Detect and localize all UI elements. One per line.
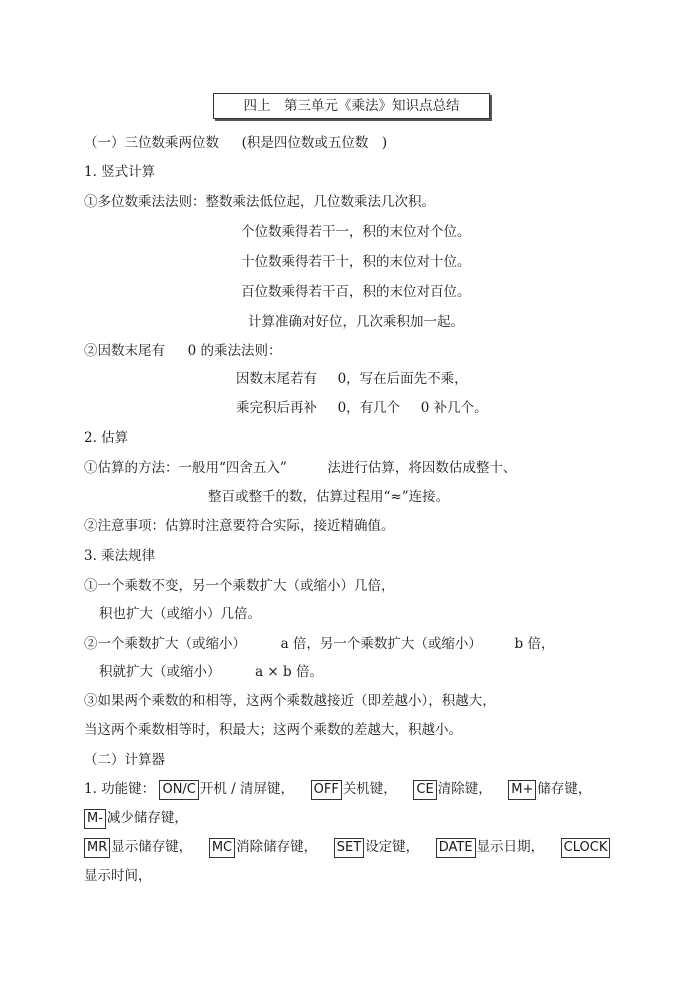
trailing-zero-line-1 xyxy=(236,369,468,389)
estimation-method xyxy=(84,458,516,478)
function-keys-line-4: 显示时间， xyxy=(84,868,152,884)
rule-line-4: 计算准确对好位，几次乘积加一起。 xyxy=(248,314,464,330)
section-1-heading xyxy=(84,133,387,153)
key-on-c-desc: 开机 / 清屏键， xyxy=(199,781,295,797)
law-3-line-2: 当这两个乘数相等时，积最大；这两个乘数的差越大，积越小。 xyxy=(84,722,462,738)
rule-trailing-zero xyxy=(84,341,281,361)
section-2-heading: （二）计算器 xyxy=(84,752,165,768)
key-set-desc: 设定键， xyxy=(365,839,420,855)
law-2-line-2-a: 积就扩大（或缩小） xyxy=(99,664,221,680)
trailing-zero-line-2 xyxy=(236,398,488,418)
law-3: ③如果两个乘数的和相等，这两个乘数越接近（即差越小），积越大， xyxy=(84,693,496,709)
law-1-line-2: 积也扩大（或缩小）几倍。 xyxy=(99,606,261,622)
trailing-zero-line-2-b: 0，有几个 xyxy=(337,400,401,416)
function-keys-intro: 1. 功能键： xyxy=(84,781,156,797)
key-mr: MR xyxy=(84,838,110,858)
rule-trailing-zero-b: 0 的乘法法则： xyxy=(187,343,282,359)
key-mc: MC xyxy=(209,838,235,858)
key-date: DATE xyxy=(436,838,476,858)
section-1-heading-note: (积是四位数或五位数 ) xyxy=(241,135,388,151)
trailing-zero-line-2-a: 乘完积后再补 xyxy=(236,400,317,416)
estimation-method-a: ①估算的方法：一般用“四舍五入” xyxy=(84,460,287,476)
key-m-minus: M- xyxy=(84,809,106,829)
estimation-method-line-2: 整百或整千的数，估算过程用“≈”连接。 xyxy=(208,489,450,505)
key-on-c: ON/C xyxy=(159,780,198,800)
section-1-heading-text: （一）三位数乘两位数 xyxy=(84,135,219,151)
key-ce: CE xyxy=(413,780,436,800)
key-m-plus-desc: 储存键， xyxy=(537,781,592,797)
law-2 xyxy=(84,634,554,654)
key-ce-desc: 清除键， xyxy=(437,781,492,797)
trailing-zero-line-2-c: 0 补几个。 xyxy=(420,400,488,416)
trailing-zero-line-1-a: 因数末尾若有 xyxy=(236,371,317,387)
function-keys-line-2 xyxy=(84,808,188,829)
rule-line-3: 百位数乘得若干百，积的末位对百位。 xyxy=(241,284,471,300)
key-clock: CLOCK xyxy=(561,838,611,858)
rule-line-2: 十位数乘得若干十，积的末位对十位。 xyxy=(241,254,471,270)
key-mr-desc: 显示储存键， xyxy=(111,839,193,855)
function-keys-line-3 xyxy=(84,837,611,858)
key-date-desc: 显示日期， xyxy=(476,839,545,855)
heading-vertical-calc: 1. 竖式计算 xyxy=(84,164,156,180)
estimation-notes: ②注意事项：估算时注意要符合实际，接近精确值。 xyxy=(84,518,395,534)
key-mc-desc: 消除储存键， xyxy=(236,839,318,855)
rule-multiplication: ①多位数乘法法则：整数乘法低位起，几位数乘法几次积。 xyxy=(84,194,435,210)
rule-trailing-zero-a: ②因数末尾有 xyxy=(84,343,165,359)
heading-estimation: 2. 估算 xyxy=(84,430,129,446)
key-m-plus: M+ xyxy=(508,780,536,800)
law-2-a: ②一个乘数扩大（或缩小） xyxy=(84,636,246,652)
law-2-line-2-b: a × b 倍。 xyxy=(255,664,323,680)
law-2-c: b 倍， xyxy=(514,636,555,652)
trailing-zero-line-1-b: 0，写在后面先不乘， xyxy=(337,371,468,387)
law-1: ①一个乘数不变，另一个乘数扩大（或缩小）几倍， xyxy=(84,578,395,594)
key-off: OFF xyxy=(311,780,342,800)
function-keys-line-1 xyxy=(84,779,591,800)
estimation-method-b: 法进行估算，将因数估成整十、 xyxy=(327,460,517,476)
document-title: 四上 第三单元《乘法》知识点总结 xyxy=(213,93,490,119)
key-off-desc: 关机键， xyxy=(342,781,397,797)
law-2-b: a 倍，另一个乘数扩大（或缩小） xyxy=(280,636,482,652)
key-set: SET xyxy=(334,838,364,858)
heading-multiplication-laws: 3. 乘法规律 xyxy=(84,548,156,564)
law-2-line-2 xyxy=(99,662,323,682)
rule-line-1: 个位数乘得若干一，积的末位对个位。 xyxy=(241,224,471,240)
key-m-minus-desc: 减少储存键， xyxy=(106,810,188,826)
